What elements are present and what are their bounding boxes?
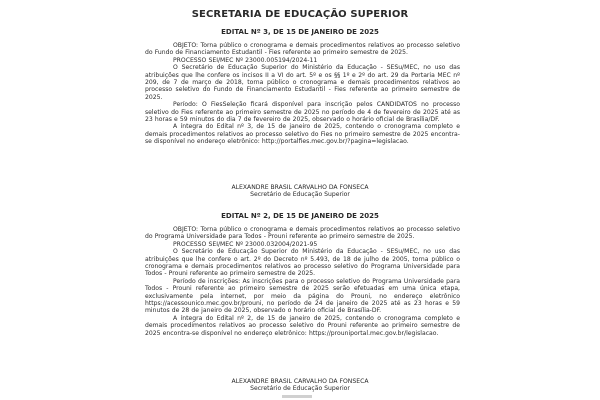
edital-3-body	[145, 42, 460, 146]
edital-2-signature	[0, 378, 600, 393]
signature-name: ALEXANDRE BRASIL CARVALHO DA FONSECA	[231, 378, 369, 385]
edital-2-paragraph: Período de inscrições: As inscrições para o processo seletivo do Programa Universidade para Todos - Prouni referente ao primeiro semestre de 2025 serão efetuadas em uma única etapa, exclusivamente pela internet, por meio da página do Prouni, no endereço eletrônico https://acessounico.mec.gov.br/prouni, no período de 24 de janeiro de 2025 até as 23 horas e 59 minutos de 28 de janeiro de 2025, observado o horário oficial de Brasília-DF.	[145, 277, 460, 315]
page-fold-mark	[282, 395, 312, 398]
edital-3-objeto: OBJETO: Torna público o cronograma e demais procedimentos relativos ao processo seletivo do Fundo de Financiamento Estudantil - Fies referente ao primeiro semestre de 2025.	[145, 42, 460, 57]
section-title: SECRETARIA DE EDUCAÇÃO SUPERIOR	[191, 9, 409, 20]
edital-3-heading: EDITAL Nº 3, DE 15 DE JANEIRO DE 2025	[221, 28, 379, 36]
edital-2-body	[145, 226, 460, 337]
edital-3-paragraph: Período: O FiesSeleção ficará disponível para inscrição pelos CANDIDATOS no processo seletivo do Fies referente ao primeiro semestre de 2025 no período de 4 de fevereiro de 2025 até as 23 horas e 59 minutos do dia 7 de fevereiro de 2025, observado o horário oficial de Brasília/DF.	[145, 101, 460, 124]
edital-2-paragraph: O Secretário de Educação Superior do Ministério da Educação - SESu/MEC, no uso das atribuições que lhe confere o art. 2º do Decreto nº 5.493, de 18 de julho de 2005, torna público o cronograma e demais procedimentos relativos ao processo seletivo do Programa Universidade para Todos - Prouni referente ao primeiro semestre de 2025.	[145, 248, 460, 278]
edital-3-processo: PROCESSO SEI/MEC Nº 23000.005194/2024-11	[173, 56, 318, 64]
edital-3-signature	[0, 184, 600, 199]
edital-2-paragraph: A íntegra do Edital nº 2, de 15 de janeiro de 2025, contendo o cronograma completo e demais procedimentos relativos ao processo seletivo do Prouni referente ao primeiro semestre de 2025 encontra-se disponível no endereço eletrônico: https://prouniportal.mec.gov.br/legislacao.	[145, 314, 460, 337]
signature-name: ALEXANDRE BRASIL CARVALHO DA FONSECA	[231, 184, 369, 191]
signature-role: Secretário de Educação Superior	[250, 385, 350, 393]
edital-2-processo: PROCESSO SEI/MEC Nº 23000.032004/2021-95	[173, 240, 318, 248]
edital-2-objeto: OBJETO: Torna público o cronograma e demais procedimentos relativos ao processo seletivo do Programa Universidade para Todos - Prouni referente ao primeiro semestre de 2025.	[145, 226, 460, 241]
edital-3-paragraph: O Secretário de Educação Superior do Ministério da Educação - SESu/MEC, no uso das atribuições que lhe confere os incisos II a VI do art. 5º e os §§ 1º e 2º do art. 29 da Portaria MEC nº 209, de 7 de março de 2018, torna público o cronograma e demais procedimentos relativos ao processo seletivo do Fundo de Financiamento Estudantil - Fies referente ao primeiro semestre de 2025.	[145, 64, 460, 101]
signature-role: Secretário de Educação Superior	[250, 191, 350, 199]
edital-3-paragraph: A íntegra do Edital nº 3, de 15 de janeiro de 2025, contendo o cronograma completo e demais procedimentos relativos ao processo seletivo do Fies no primeiro semestre de 2025 encontra-se disponível no endereço eletrônico: http://portalfies.mec.gov.br/?pagina=legislacao.	[145, 123, 460, 146]
edital-2-heading: EDITAL Nº 2, DE 15 DE JANEIRO DE 2025	[221, 212, 379, 220]
